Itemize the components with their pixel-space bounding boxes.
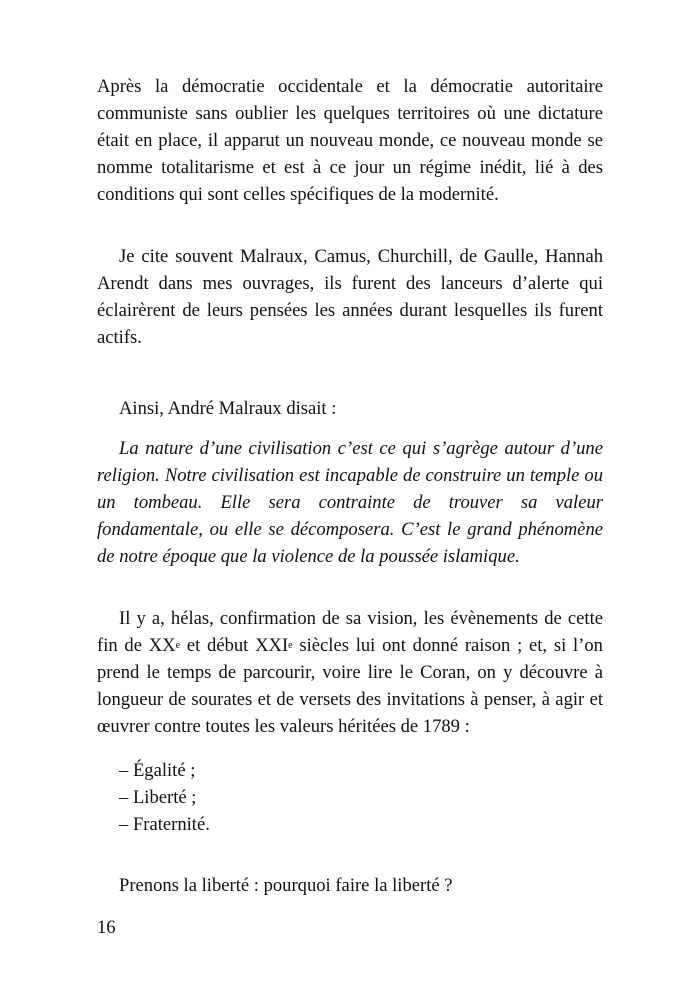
list-item: – Liberté ; — [119, 787, 197, 808]
paragraph-cited-authors: Je cite souvent Malraux, Camus, Churchill, de Gaulle, Hannah Arendt dans mes ouvrages, ils furent des lanceurs d’alerte qui éclairèrent de leurs pensées les années durant lesquelles ils furent actifs. — [97, 246, 603, 348]
paragraph-text-part: siècles lui ont donné raison ; et, si l’on prend le temps de parcourir, voire lire le Coran, on y découvre à longueur de sourates et de versets des invitations à penser, à agir et œuvrer contre toutes les valeurs héritées de 1789 : — [97, 635, 603, 737]
paragraph-liberty-question: Prenons la liberté : pourquoi faire la liberté ? — [119, 875, 453, 896]
paragraph-text-part: et début XXI — [180, 635, 289, 656]
century-superscript: e — [175, 640, 181, 651]
paragraph-text-part: Il y a, hélas, confirmation de sa vision, les évènements de cette fin de XX — [97, 608, 603, 656]
century-superscript: e — [288, 640, 293, 651]
paragraph-democracy-totalitarianism: Après la démocratie occidentale et la démocratie autoritaire communiste sans oublier les quelques territoires où une dictature était en place, il apparut un nouveau monde, ce nouveau monde se nomme totalitarisme et est à ce jour un régime inédit, lié à des conditions qui sont celles spécifiques de la modernité. — [97, 76, 603, 205]
paragraph-malraux-intro: Ainsi, André Malraux disait : — [119, 398, 337, 419]
list-item: – Égalité ; — [119, 760, 196, 781]
values-list — [97, 757, 397, 838]
malraux-quote: La nature d’une civilisation c’est ce qui s’agrège autour d’une religion. Notre civilisation est incapable de construire un temple ou un tombeau. Elle sera contrainte de trouver sa valeur fondamentale, ou elle se décomposera. C’est le grand phénomène de notre époque que la violence de la poussée islamique. — [97, 438, 603, 567]
page-number: 16 — [97, 917, 116, 938]
paragraph-confirmation-vision — [97, 605, 603, 740]
list-item: – Fraternité. — [119, 814, 210, 835]
